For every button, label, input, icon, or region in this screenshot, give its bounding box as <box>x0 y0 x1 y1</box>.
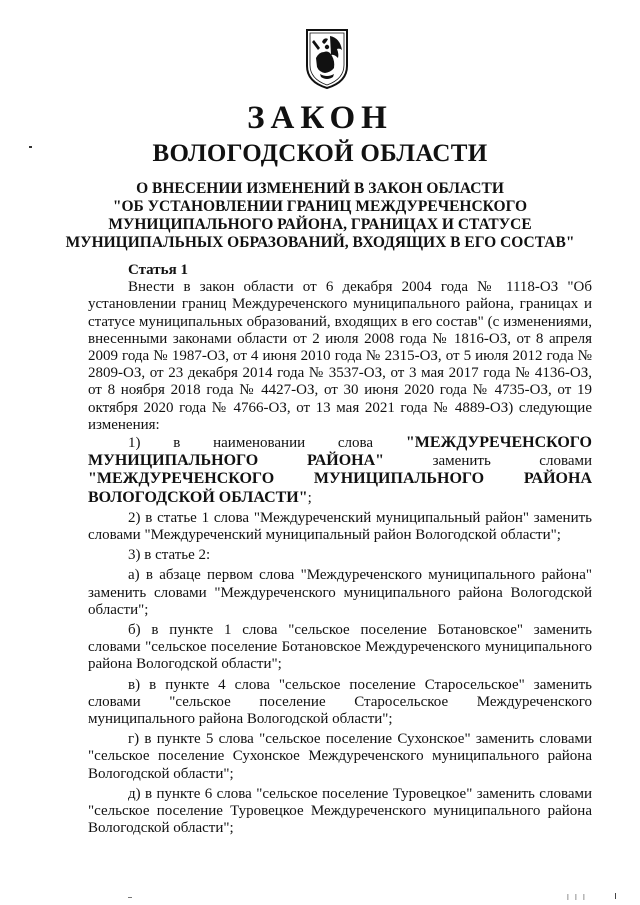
amendment-item-2: 2) в статье 1 слова "Междуреченский муниципальный район" заменить словами "Междуреченский муниципальный район Вологодской области"; <box>88 509 592 544</box>
amendment-item-1-old-title: "МЕЖДУРЕЧЕНСКОГО МУНИЦИПАЛЬНОГО РАЙОНА" <box>88 434 592 470</box>
vologda-coat-of-arms-icon <box>304 28 350 90</box>
subtitle-line: МУНИЦИПАЛЬНЫХ ОБРАЗОВАНИЙ, ВХОДЯЩИХ В ЕГО СОСТАВ" <box>65 234 575 251</box>
amendment-item-3e: д) в пункте 6 слова "сельское поселение Туровецкое" заменить словами "сельское поселение Туровецкое Междуреченского муниципального района Вологодской области"; <box>88 785 592 837</box>
article-heading: Статья 1 <box>128 262 188 278</box>
amendment-item-3b: б) в пункте 1 слова "сельское поселение Ботановское" заменить словами "сельское поселение Ботановское Междуреченского муниципального района Вологодской области"; <box>88 622 592 673</box>
amendment-item-1-prefix: 1) в наименовании слова <box>128 435 406 452</box>
scan-speck <box>29 146 32 148</box>
document-region-title: ВОЛОГОДСКОЙ ОБЛАСТИ <box>152 140 488 167</box>
amendment-item-3a: а) в абзаце первом слова "Междуреченского муниципального района" заменить словами "Междуреченского муниципального района Вологодской области"; <box>88 567 592 618</box>
subtitle-line: О ВНЕСЕНИИ ИЗМЕНЕНИЙ В ЗАКОН ОБЛАСТИ <box>136 180 504 197</box>
document-body <box>88 262 592 838</box>
scan-speck <box>615 893 616 899</box>
scan-speck <box>128 897 132 898</box>
amendment-item-1 <box>88 434 592 507</box>
amendment-item-1-middle: заменить словами <box>384 453 593 470</box>
subtitle-line: "ОБ УСТАНОВЛЕНИИ ГРАНИЦ МЕЖДУРЕЧЕНСКОГО <box>112 198 528 215</box>
article-intro: Внести в закон области от 6 декабря 2004 года № 1118-ОЗ "Об установлении границ Междуреченского муниципального района, границах и статусе муниципальных образований, входящих в его состав" (с изменениями, внесенными законами области от 2 июля 2008 года № 1816-ОЗ, от 8 апреля 2009 года № 1987-ОЗ, от 4 июня 2010 года № 2315-ОЗ, от 5 июля 2012 года № 2809-ОЗ, от 23 декабря 2014 года № 3537-ОЗ, от 3 мая 2017 года № 4136-ОЗ, от 8 ноября 2018 года № 4427-ОЗ, от 30 июня 2020 года № 4735-ОЗ, от 19 октября 2020 года № 4766-ОЗ, от 13 мая 2021 года № 4889-ОЗ) следующие изменения: <box>88 279 592 433</box>
amendment-item-3: 3) в статье 2: <box>128 547 211 564</box>
document-subtitle <box>60 180 580 252</box>
subtitle-line: МУНИЦИПАЛЬНОГО РАЙОНА, ГРАНИЦАХ И СТАТУСЕ <box>108 216 532 233</box>
amendment-item-1-new-title: "МЕЖДУРЕЧЕНСКОГО МУНИЦИПАЛЬНОГО РАЙОНА ВОЛОГОДСКОЙ ОБЛАСТИ" <box>88 470 592 506</box>
document-title: ЗАКОН <box>247 100 393 136</box>
amendment-item-3d: г) в пункте 5 слова "сельское поселение Сухонское" заменить словами "сельское поселение Сухонское Междуреченского муниципального района Вологодской области"; <box>88 731 592 782</box>
amendment-item-1-suffix: ; <box>307 489 312 506</box>
amendment-item-3c: в) в пункте 4 слова "сельское поселение Старосельское" заменить словами "сельское поселение Старосельское Междуреченского муниципального района Вологодской области"; <box>88 676 592 728</box>
page-mark: l l l <box>567 893 587 902</box>
